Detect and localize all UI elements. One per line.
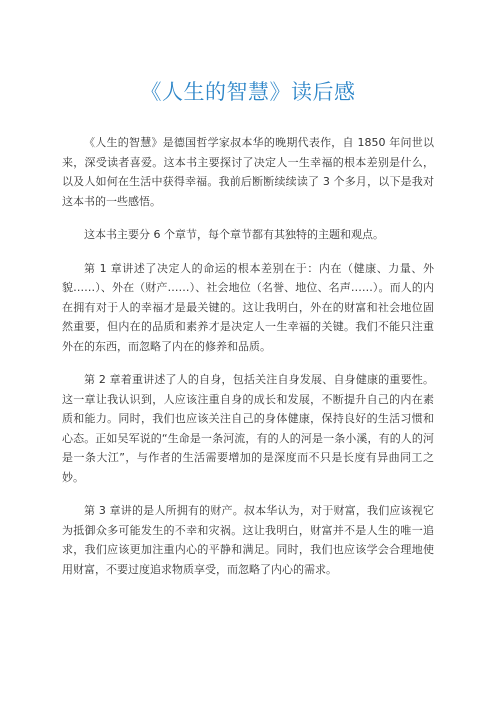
document-title: 《人生的智慧》读后感 xyxy=(140,80,356,104)
paragraph-overview: 这本书主要分 6 个章节，每个章节都有其独特的主题和观点。 xyxy=(84,228,384,241)
paragraph-chapter-2: 第 2 章着重讲述了人的自身，包括关注自身发展、自身健康的重要性。这一章让我认识到，人应该注重自身的成长和发展，不断提升自己的内在素质和能力。同时，我们也应该关注自己的身体健康，保持良好的生活习惯和心态。正如吴军说的“生命是一条河流，有的人的河是一条小溪，有的人的河是一条大江”，与作者的生活需要增加的是深度而不只是长度有异曲同工之妙。 xyxy=(62,373,434,484)
document-body xyxy=(62,133,434,579)
paragraph-intro: 《人生的智慧》是德国哲学家叔本华的晚期代表作，自 1850 年问世以来，深受读者喜爱。这本书主要探讨了决定人一生幸福的根本差别是什么，以及人如何在生活中获得幸福。我前后断断续续读了 3 个多月，以下是我对这本书的一些感悟。 xyxy=(62,136,434,208)
paragraph-chapter-1: 第 1 章讲述了决定人的命运的根本差别在于：内在（健康、力量、外貌……）、外在（财产……）、社会地位（名誉、地位、名声……）。而人的内在拥有对于人的幸福才是最关键的。这让我明白，外在的财富和社会地位固然重要，但内在的品质和素养才是决定人一生幸福的关键。我们不能只注重外在的东西，而忽略了内在的修养和品质。 xyxy=(62,261,434,353)
paragraph-chapter-3: 第 3 章讲的是人所拥有的财产。叔本华认为，对于财富，我们应该视它为抵御众多可能发生的不幸和灾祸。这让我明白，财富并不是人生的唯一追求，我们应该更加注重内心的平静和满足。同时，我们也应该学会合理地使用财富，不要过度追求物质享受，而忽略了内心的需求。 xyxy=(62,504,434,576)
